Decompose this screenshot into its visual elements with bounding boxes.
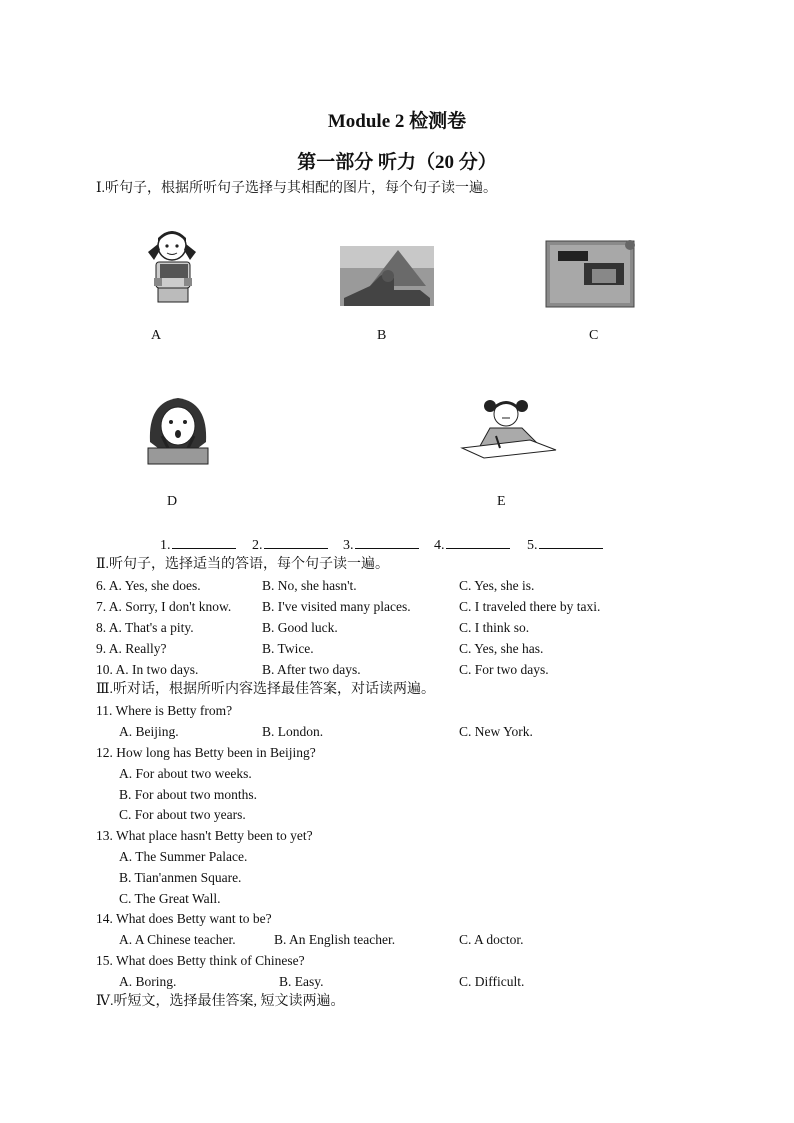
section-part-title: 第一部分 听力（20 分） <box>297 152 497 173</box>
answer-blank-4[interactable]: 4. <box>434 536 510 554</box>
picture-a-girl-reading <box>126 226 222 311</box>
q15-option-c[interactable]: C. Difficult. <box>459 974 525 989</box>
q6-option-a[interactable]: 6. A. Yes, she does. <box>96 578 201 593</box>
blank-line[interactable] <box>446 536 510 549</box>
picture-d-surprised-girl <box>140 392 216 471</box>
section-4-instruction: Ⅳ.听短文，选择最佳答案, 短文读两遍。 <box>96 994 345 1009</box>
answer-blank-1[interactable]: 1. <box>160 536 236 554</box>
blank-line[interactable] <box>172 536 236 549</box>
q11-option-b[interactable]: B. London. <box>262 724 324 739</box>
picture-c-book <box>544 239 640 314</box>
q14-option-a[interactable]: A. A Chinese teacher. <box>119 932 236 947</box>
q14-option-c[interactable]: C. A doctor. <box>459 932 524 947</box>
picture-label-c: C <box>589 328 599 343</box>
picture-label-a: A <box>151 328 162 343</box>
q11-question: 11. Where is Betty from? <box>96 703 233 718</box>
blank-line[interactable] <box>539 536 603 549</box>
q13-question: 13. What place hasn't Betty been to yet? <box>96 828 313 843</box>
q14-option-b[interactable]: B. An English teacher. <box>274 932 396 947</box>
q6-option-b[interactable]: B. No, she hasn't. <box>262 578 357 593</box>
q13-option-b[interactable]: B. Tian'anmen Square. <box>119 870 242 885</box>
q8-option-b[interactable]: B. Good luck. <box>262 620 338 635</box>
q15-option-a[interactable]: A. Boring. <box>119 974 177 989</box>
picture-label-d: D <box>167 494 178 509</box>
picture-e-girl-writing <box>460 396 560 465</box>
q12-option-b[interactable]: B. For about two months. <box>119 787 258 802</box>
q12-question: 12. How long has Betty been in Beijing? <box>96 745 316 760</box>
section-2-instruction: Ⅱ.听句子，选择适当的答语，每个句子读一遍。 <box>96 557 390 572</box>
q13-option-a[interactable]: A. The Summer Palace. <box>119 849 248 864</box>
q7-option-a[interactable]: 7. A. Sorry, I don't know. <box>96 599 232 614</box>
q13-option-c[interactable]: C. The Great Wall. <box>119 891 221 906</box>
answer-blank-2[interactable]: 2. <box>252 536 328 554</box>
q12-option-a[interactable]: A. For about two weeks. <box>119 766 252 781</box>
q10-option-c[interactable]: C. For two days. <box>459 662 549 677</box>
q11-option-c[interactable]: C. New York. <box>459 724 533 739</box>
q8-option-c[interactable]: C. I think so. <box>459 620 530 635</box>
section-1-instruction: Ⅰ.听句子，根据所听句子选择与其相配的图片，每个句子读一遍。 <box>96 181 498 196</box>
blank-line[interactable] <box>355 536 419 549</box>
q15-option-b[interactable]: B. Easy. <box>279 974 324 989</box>
q9-option-c[interactable]: C. Yes, she has. <box>459 641 544 656</box>
q10-option-a[interactable]: 10. A. In two days. <box>96 662 199 677</box>
picture-b-sphinx <box>340 246 434 311</box>
blank-line[interactable] <box>264 536 328 549</box>
picture-label-b: B <box>377 328 387 343</box>
q7-option-c[interactable]: C. I traveled there by taxi. <box>459 599 601 614</box>
page-title: Module 2 检测卷 <box>327 111 467 132</box>
q14-question: 14. What does Betty want to be? <box>96 911 272 926</box>
q10-option-b[interactable]: B. After two days. <box>262 662 361 677</box>
q9-option-b[interactable]: B. Twice. <box>262 641 314 656</box>
q9-option-a[interactable]: 9. A. Really? <box>96 641 167 656</box>
section-3-instruction: Ⅲ.听对话，根据所听内容选择最佳答案，对话读两遍。 <box>96 682 435 697</box>
q11-option-a[interactable]: A. Beijing. <box>119 724 179 739</box>
q8-option-a[interactable]: 8. A. That's a pity. <box>96 620 194 635</box>
answer-blank-3[interactable]: 3. <box>343 536 419 554</box>
q15-question: 15. What does Betty think of Chinese? <box>96 953 305 968</box>
answer-blank-5[interactable]: 5. <box>527 536 603 554</box>
q12-option-c[interactable]: C. For about two years. <box>119 807 246 822</box>
q6-option-c[interactable]: C. Yes, she is. <box>459 578 535 593</box>
q7-option-b[interactable]: B. I've visited many places. <box>262 599 411 614</box>
picture-label-e: E <box>497 494 506 509</box>
